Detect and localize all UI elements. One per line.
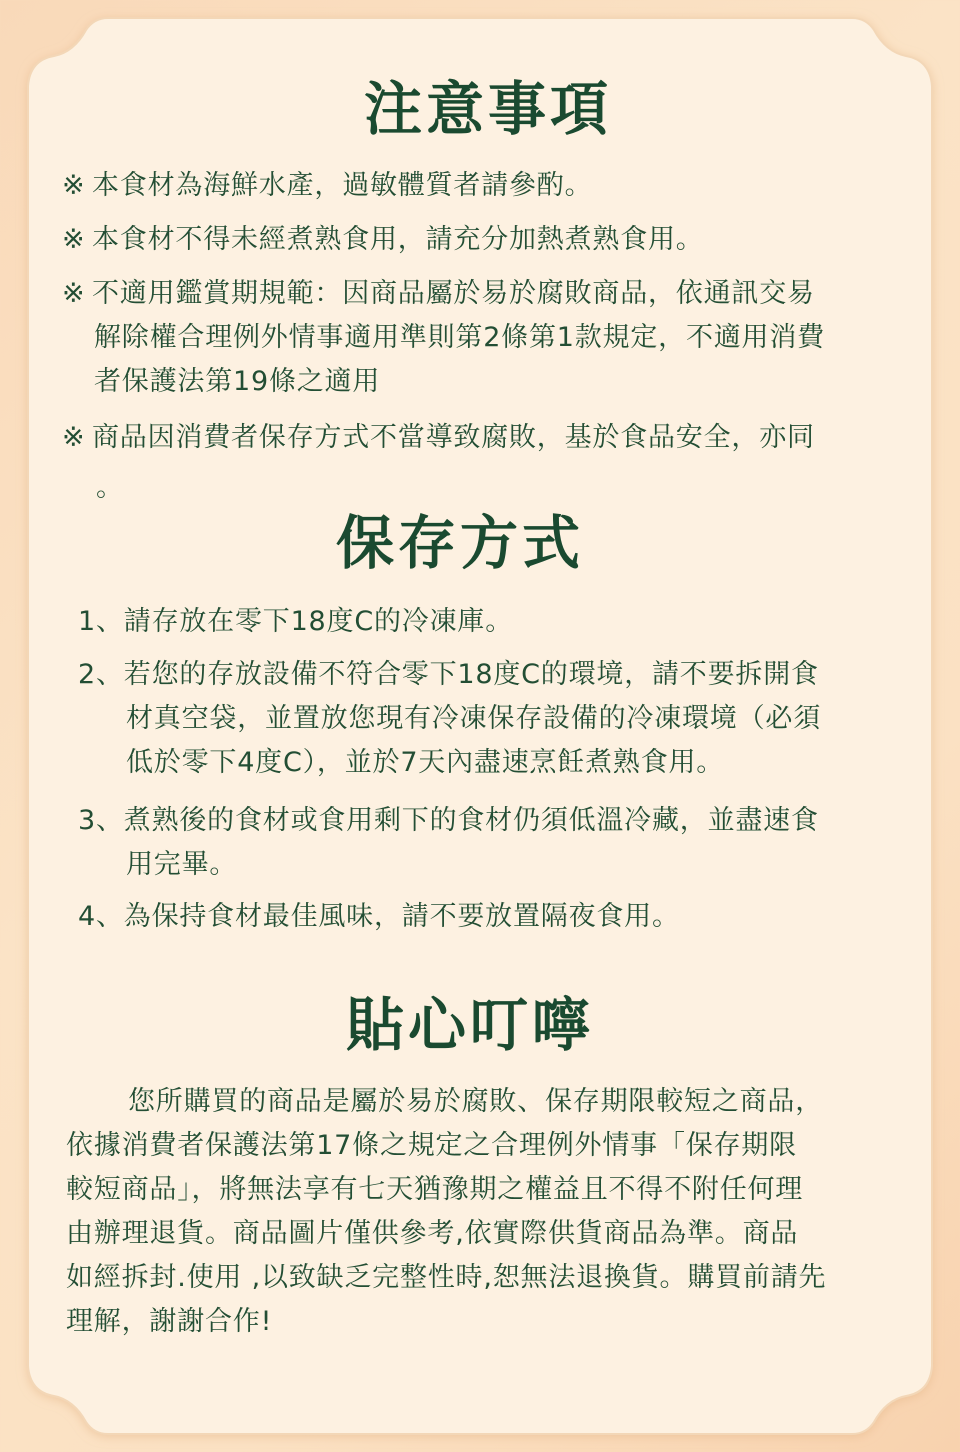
notice-item-line: 本食材不得未經煮熟食用，請充分加熱煮熟食用。 <box>92 224 704 255</box>
storage-item <box>78 799 819 843</box>
reference-mark: ※ <box>62 422 86 453</box>
notice-item-line: 商品因消費者保存方式不當導致腐敗，基於食品安全，亦同 <box>92 422 815 453</box>
storage-item-line: 為保持食材最佳風味，請不要放置隔夜食用。 <box>123 901 680 932</box>
reminder-title: 貼心叮嚀 <box>345 991 594 1059</box>
notice-item-continuation: 解除權合理例外情事適用準則第2條第1款規定，不適用消費 <box>94 322 825 353</box>
storage-item-number: 2、 <box>78 659 124 690</box>
storage-item-line: 若您的存放設備不符合零下18度C的環境，請不要拆開食 <box>123 659 819 690</box>
storage-item-continuation: 低於零下4度C），並於7天內盡速烹飪煮熟食用。 <box>126 747 725 778</box>
reminder-line: 如經拆封.使用 ,以致缺乏完整性時,恕無法退換貨。購買前請先 <box>66 1262 827 1293</box>
reminder-line: 較短商品」，將無法享有七天猶豫期之權益且不得不附任何理 <box>66 1174 804 1205</box>
storage-item <box>78 653 819 697</box>
notice-title: 注意事項 <box>363 75 612 143</box>
storage-item-number: 1、 <box>78 606 124 637</box>
reference-mark: ※ <box>62 278 86 309</box>
reminder-line: 依據消費者保護法第17條之規定之合理例外情事「保存期限 <box>66 1130 797 1161</box>
storage-item-number: 3、 <box>78 805 124 836</box>
reference-mark: ※ <box>62 170 86 201</box>
reference-mark: ※ <box>62 224 86 255</box>
notice-item-continuation: 者保護法第19條之適用 <box>94 366 381 397</box>
notice-item <box>62 218 704 262</box>
notice-item-continuation: 。 <box>96 472 124 503</box>
storage-item-line: 請存放在零下18度C的冷凍庫。 <box>123 606 513 637</box>
storage-item <box>78 600 513 644</box>
storage-item-continuation: 材真空袋，並置放您現有冷凍保存設備的冷凍環境（必須 <box>126 703 821 734</box>
notice-item <box>62 272 815 316</box>
reminder-line: 理解，謝謝合作! <box>66 1306 273 1337</box>
storage-item-line: 煮熟後的食材或食用剩下的食材仍須低溫冷藏，並盡速食 <box>123 805 819 836</box>
storage-item-number: 4、 <box>78 901 124 932</box>
reminder-line: 由辦理退貨。商品圖片僅供參考,依實際供貨商品為準。商品 <box>66 1218 799 1249</box>
storage-title: 保存方式 <box>335 509 584 577</box>
storage-item-continuation: 用完畢。 <box>126 849 238 880</box>
notice-item <box>62 416 815 460</box>
storage-item <box>78 895 680 939</box>
notice-item <box>62 164 592 208</box>
notice-item-line: 不適用鑑賞期規範：因商品屬於易於腐敗商品，依通訊交易 <box>92 278 815 309</box>
reminder-line: 您所購買的商品是屬於易於腐敗、保存期限較短之商品， <box>128 1086 823 1117</box>
notice-item-line: 本食材為海鮮水產，過敏體質者請參酌。 <box>92 170 593 201</box>
